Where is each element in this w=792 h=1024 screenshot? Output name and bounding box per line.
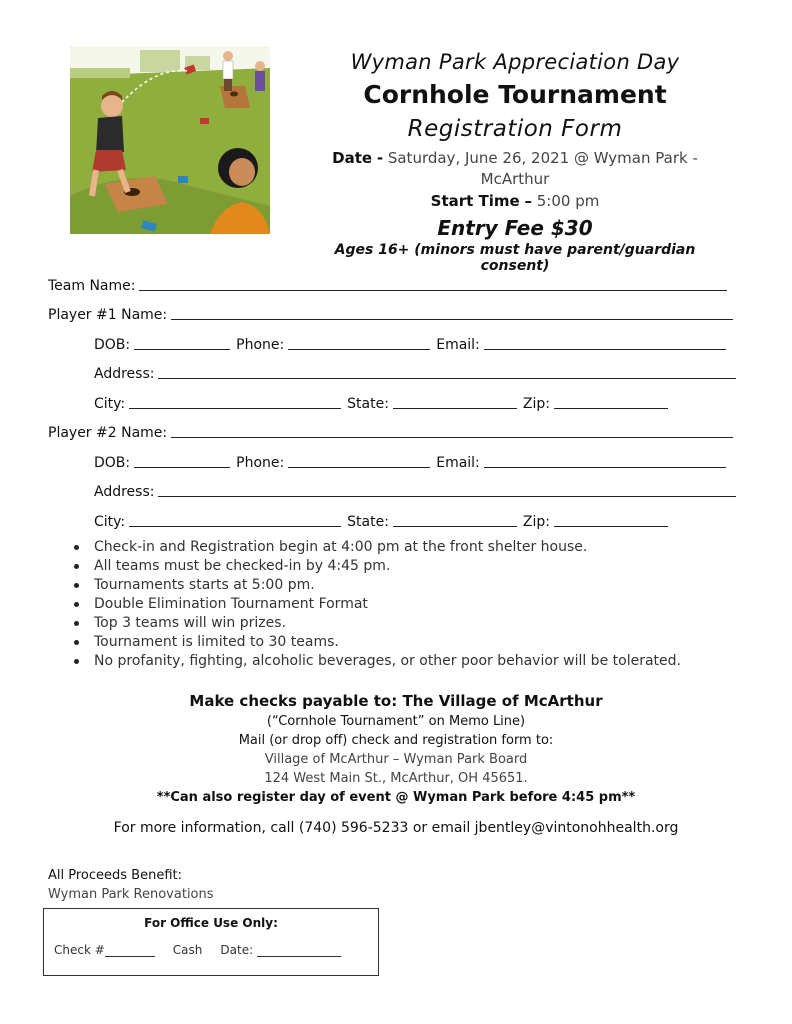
rule-item: No profanity, fighting, alcoholic beverages, or other poor behavior will be tolerated.: [72, 652, 772, 671]
team-name-row: [48, 274, 733, 294]
player2-zip-label: Zip:: [522, 514, 551, 530]
player2-zip-field[interactable]: [554, 512, 668, 527]
office-date-field[interactable]: [257, 944, 341, 957]
rule-item: Check-in and Registration begin at 4:00 pm at the front shelter house.: [72, 538, 772, 557]
rule-item: Top 3 teams will win prizes.: [72, 614, 772, 633]
cornhole-illustration: [70, 46, 270, 234]
player2-city-row: [94, 510, 674, 530]
start-time: [300, 192, 730, 210]
player1-state-field[interactable]: [393, 394, 517, 409]
proceeds-label: All Proceeds Benefit:: [48, 868, 182, 883]
mail-address-line2: 124 West Main St., McArthur, OH 45651.: [264, 771, 528, 786]
player1-phone-field[interactable]: [288, 335, 430, 350]
start-time-separator: –: [524, 192, 532, 210]
office-use-box: [43, 908, 379, 976]
player1-contact-row: [94, 333, 732, 353]
office-use-row: [54, 943, 341, 957]
player2-name-label: Player #2 Name:: [48, 425, 168, 441]
player2-city-field[interactable]: [129, 512, 341, 527]
rule-item: Tournament is limited to 30 teams.: [72, 633, 772, 652]
player1-name-row: [48, 303, 739, 323]
player1-name-label: Player #1 Name:: [48, 307, 168, 323]
rule-item: All teams must be checked-in by 4:45 pm.: [72, 557, 772, 576]
office-date-label: Date:: [220, 943, 254, 957]
player2-dob-field[interactable]: [134, 453, 230, 468]
page-title: Cornhole Tournament: [363, 80, 667, 109]
player1-dob-label: DOB:: [94, 337, 131, 353]
player2-contact-row: [94, 451, 732, 471]
age-requirement: Ages 16+ (minors must have parent/guardian consent): [334, 242, 696, 274]
date-label: Date: [332, 149, 373, 167]
entry-fee: Entry Fee $30: [437, 216, 593, 240]
event-date: [300, 148, 730, 190]
player2-phone-label: Phone:: [236, 455, 285, 471]
player1-dob-field[interactable]: [134, 335, 230, 350]
start-time-value: 5:00 pm: [536, 192, 600, 210]
player1-city-label: City:: [94, 396, 126, 412]
player1-city-field[interactable]: [129, 394, 341, 409]
event-name: Wyman Park Appreciation Day: [350, 50, 680, 74]
player2-address-row: [94, 480, 742, 500]
player1-address-field[interactable]: [158, 364, 736, 379]
player1-city-row: [94, 392, 674, 412]
check-number-field[interactable]: [105, 944, 155, 957]
date-separator: -: [376, 149, 384, 167]
player1-state-label: State:: [347, 396, 389, 412]
player1-address-label: Address:: [94, 366, 155, 382]
player1-email-label: Email:: [436, 337, 480, 353]
check-number-label: Check #: [54, 943, 105, 957]
player2-name-row: [48, 421, 739, 441]
form-subtitle: Registration Form: [407, 116, 623, 142]
player2-state-label: State:: [347, 514, 389, 530]
player1-name-field[interactable]: [171, 305, 733, 320]
player1-address-row: [94, 362, 742, 382]
player2-name-field[interactable]: [171, 423, 733, 438]
office-use-title: For Office Use Only:: [144, 916, 278, 930]
player2-address-label: Address:: [94, 484, 155, 500]
player1-zip-field[interactable]: [554, 394, 668, 409]
date-value: Saturday, June 26, 2021 @ Wyman Park - McArthur: [387, 149, 698, 188]
player2-dob-label: DOB:: [94, 455, 131, 471]
team-name-label: Team Name:: [48, 278, 136, 294]
day-of-registration: **Can also register day of event @ Wyman Park before 4:45 pm**: [156, 790, 636, 805]
mail-instructions: Mail (or drop off) check and registration form to:: [238, 733, 554, 748]
proceeds-value: Wyman Park Renovations: [48, 887, 214, 902]
player2-phone-field[interactable]: [288, 453, 430, 468]
cash-label: Cash: [172, 943, 203, 957]
player2-email-label: Email:: [436, 455, 480, 471]
payable-to: Make checks payable to: The Village of McArthur: [189, 692, 603, 710]
contact-info: For more information, call (740) 596-5233 or email jbentley@vintonohhealth.org: [113, 820, 679, 836]
player2-state-field[interactable]: [393, 512, 517, 527]
player1-email-field[interactable]: [484, 335, 726, 350]
rule-item: Double Elimination Tournament Format: [72, 595, 772, 614]
player2-city-label: City:: [94, 514, 126, 530]
rules-list: [72, 538, 772, 671]
start-time-label: Start Time: [430, 192, 520, 210]
memo-line: (“Cornhole Tournament” on Memo Line): [266, 714, 526, 729]
player1-zip-label: Zip:: [522, 396, 551, 412]
player1-phone-label: Phone:: [236, 337, 285, 353]
team-name-field[interactable]: [139, 276, 727, 291]
player2-email-field[interactable]: [484, 453, 726, 468]
mail-address-line1: Village of McArthur – Wyman Park Board: [264, 752, 528, 767]
rule-item: Tournaments starts at 5:00 pm.: [72, 576, 772, 595]
player2-address-field[interactable]: [158, 482, 736, 497]
